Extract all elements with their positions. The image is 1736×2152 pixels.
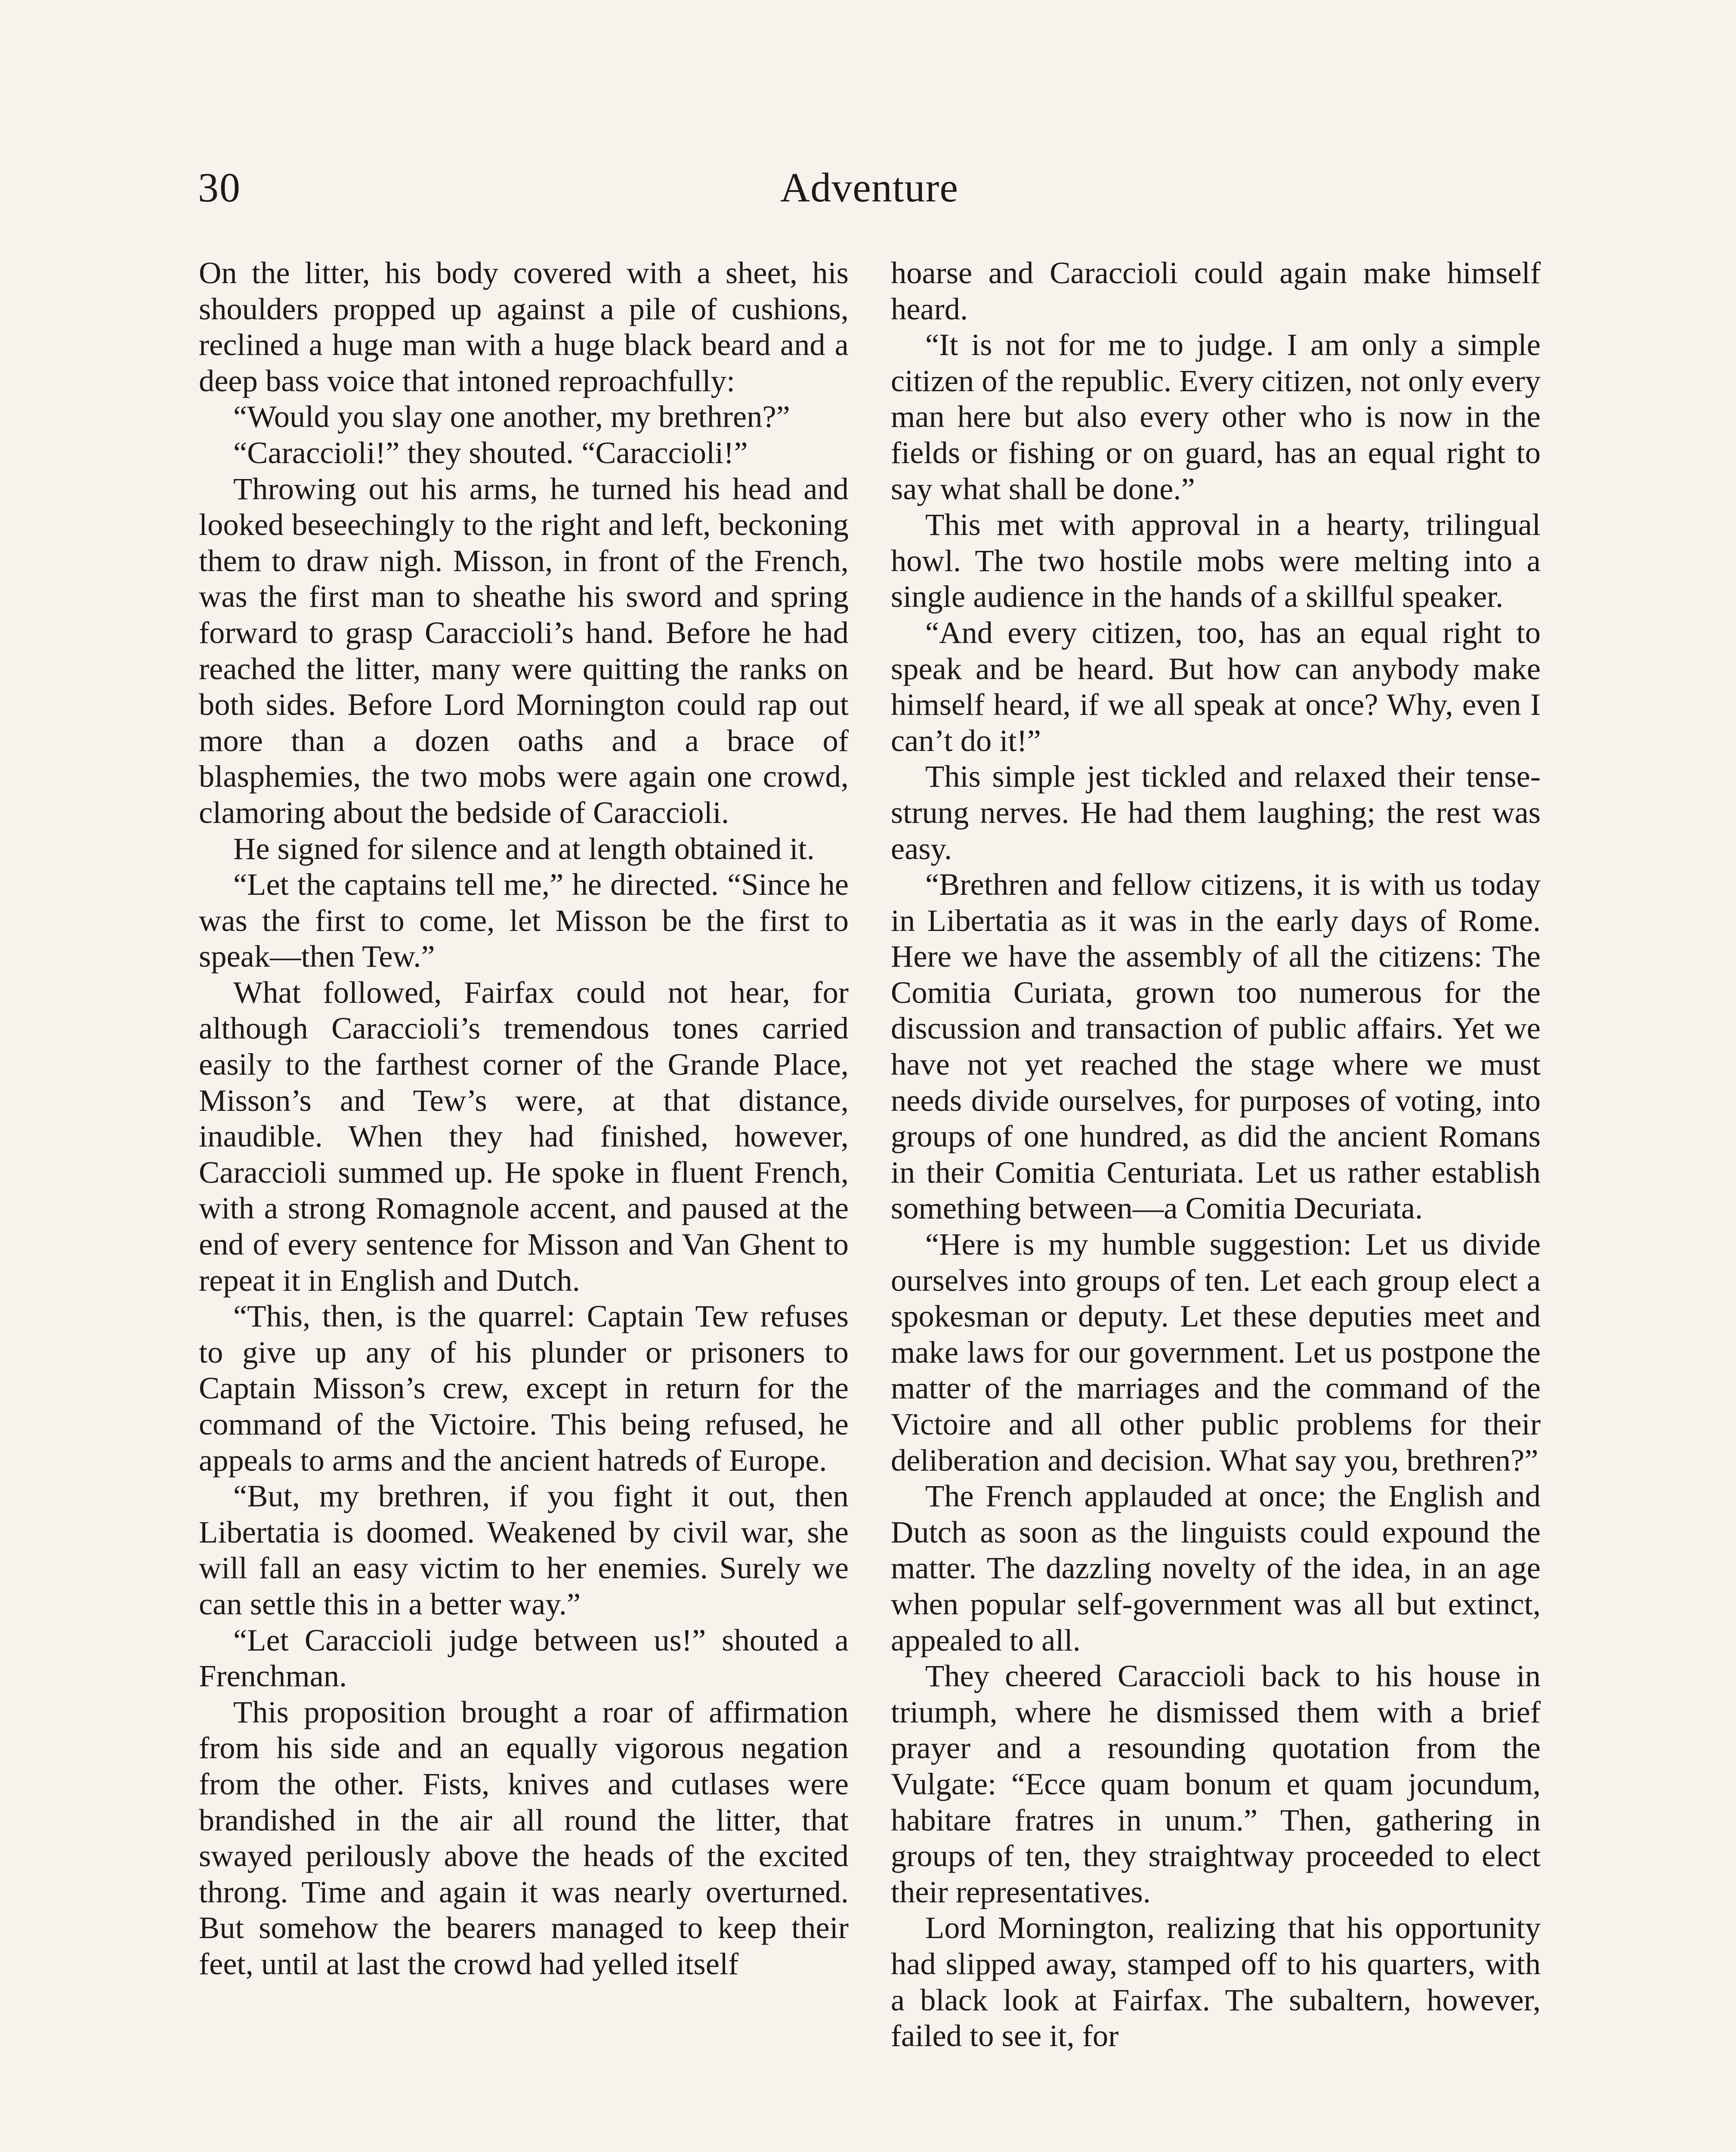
paragraph: “Would you slay one another, my brethren?” xyxy=(233,399,790,434)
page-number: 30 xyxy=(198,164,241,210)
paragraph: He signed for silence and at length obtained it. xyxy=(233,831,815,866)
page-header xyxy=(198,155,1541,224)
paragraph: The French applauded at once; the English and Dutch as soon as the linguists could expound the matter. The dazzling novelty of the idea, in an age when popular self-government was all but extinct, appealed to all. xyxy=(891,1478,1541,1657)
right-column xyxy=(891,255,1541,2054)
paragraph: This simple jest tickled and relaxed their tense-strung nerves. He had them laughing; the rest was easy. xyxy=(891,759,1541,866)
paragraph: “This, then, is the quarrel: Captain Tew refuses to give up any of his plunder or prisoners to Captain Misson’s crew, except in return for the command of the Victoire. This being refused, he appeals to arms and the ancient hatreds of Europe. xyxy=(199,1299,849,1478)
paragraph: They cheered Caraccioli back to his house in triumph, where he dismissed them with a brief prayer and a resounding quotation from the Vulgate: “Ecce quam bonum et quam jocundum, habitare fratres in unum.” Then, gathering in groups of ten, they straightway proceeded to elect their representatives. xyxy=(891,1658,1541,1909)
paragraph: What followed, Fairfax could not hear, for although Caraccioli’s tremendous tones carried easily to the farthest corner of the Grande Place, Misson’s and Tew’s were, at that distance, inaudible. When they had finished, however, Caraccioli summed up. He spoke in fluent French, with a strong Romagnole accent, and paused at the end of every sentence for Misson and Van Ghent to repeat it in English and Dutch. xyxy=(199,974,849,1298)
paragraph: “Let the captains tell me,” he directed. “Since he was the first to come, let Misson be the first to speak—then Tew.” xyxy=(199,867,849,974)
paragraph: This met with approval in a hearty, trilingual howl. The two hostile mobs were melting into a single audience in the hands of a skillful speaker. xyxy=(891,507,1541,614)
paragraph: On the litter, his body covered with a sheet, his shoulders propped up against a pile of cushions, reclined a huge man with a huge black beard and a deep bass voice that intoned reproachfully: xyxy=(199,255,849,398)
paragraph: hoarse and Caraccioli could again make himself heard. xyxy=(891,255,1541,326)
paragraph: “Here is my humble suggestion: Let us divide ourselves into groups of ten. Let each group elect a spokesman or deputy. Let these deputies meet and make laws for our government. Let us postpone the matter of the marriages and the command of the Victoire and all other public problems for their deliberation and decision. What say you, brethren?” xyxy=(891,1227,1541,1478)
paragraph: “It is not for me to judge. I am only a simple citizen of the republic. Every citizen, not only every man here but also every other who is now in the fields or fishing or on guard, has an equal right to say what shall be done.” xyxy=(891,327,1541,506)
paragraph: “Brethren and fellow citizens, it is with us today in Libertatia as it was in the early days of Rome. Here we have the assembly of all the citizens: The Comitia Curiata, grown too numerous for the discussion and transaction of public affairs. Yet we have not yet reached the stage where we must needs divide ourselves, for purposes of voting, into groups of one hundred, as did the ancient Romans in their Comitia Centuriata. Let us rather establish something between—a Comitia Decuriata. xyxy=(891,867,1541,1226)
paragraph: “Let Caraccioli judge between us!” shouted a Frenchman. xyxy=(199,1622,849,1694)
paragraph: “And every citizen, too, has an equal right to speak and be heard. But how can anybody make himself heard, if we all speak at once? Why, even I can’t do it!” xyxy=(891,615,1541,758)
paragraph: Throwing out his arms, he turned his head and looked beseechingly to the right and left, beckoning them to draw nigh. Misson, in front of the French, was the first man to sheathe his sword and spring forward to grasp Caraccioli’s hand. Before he had reached the litter, many were quitting the ranks on both sides. Before Lord Mornington could rap out more than a dozen oaths and a brace of blasphemies, the two mobs were again one crowd, clamoring about the bedside of Caraccioli. xyxy=(199,471,849,830)
paragraph: Lord Mornington, realizing that his opportunity had slipped away, stamped off to his quarters, with a black look at Fairfax. The subaltern, however, failed to see it, for xyxy=(891,1910,1541,2053)
left-column xyxy=(199,255,849,1982)
running-title: Adventure xyxy=(780,164,959,210)
paragraph: This proposition brought a roar of affirmation from his side and an equally vigorous negation from the other. Fists, knives and cutlases were brandished in the air all round the litter, that swayed perilously above the heads of the excited throng. Time and again it was nearly overturned. But somehow the bearers managed to keep their feet, until at last the crowd had yelled itself xyxy=(199,1694,849,1981)
paragraph: “But, my brethren, if you fight it out, then Libertatia is doomed. Weakened by civil war, she will fall an easy victim to her enemies. Surely we can settle this in a better way.” xyxy=(199,1478,849,1621)
paragraph: “Caraccioli!” they shouted. “Caraccioli!” xyxy=(233,435,748,470)
